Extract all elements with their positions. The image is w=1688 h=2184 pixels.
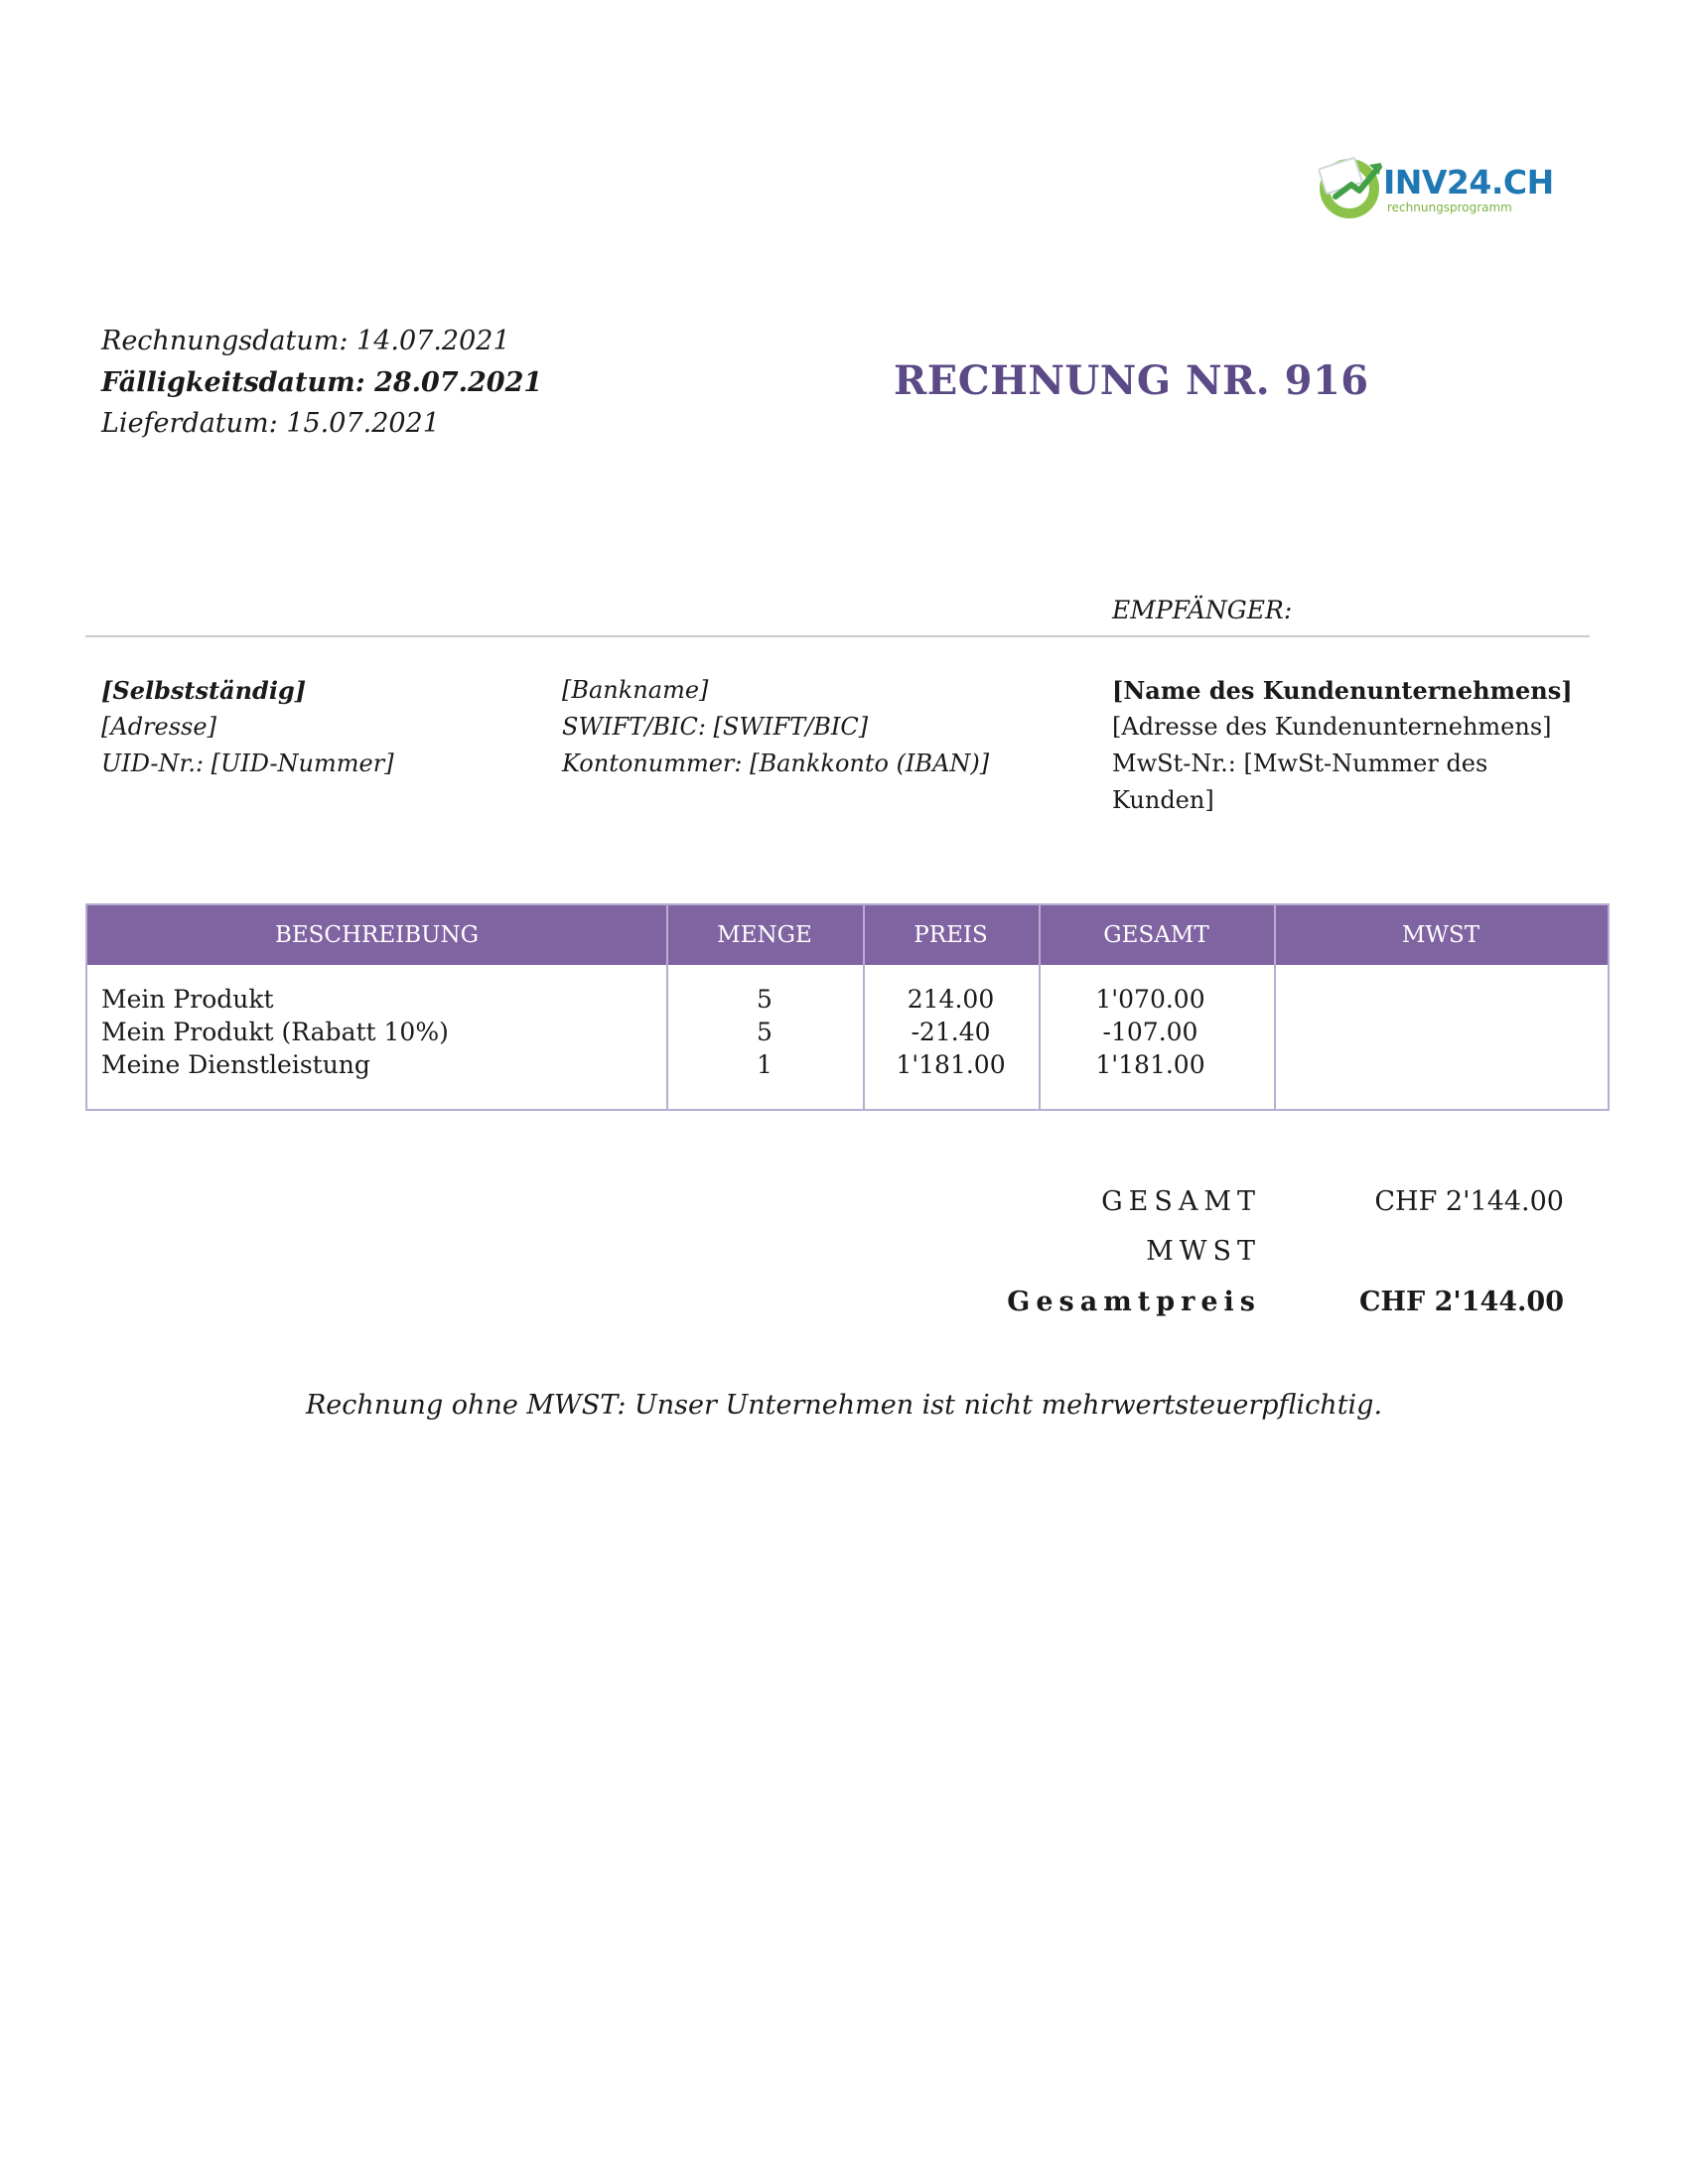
row-2-price: -21.40 — [911, 1018, 991, 1046]
delivery-date: Lieferdatum: 15.07.2021 — [101, 408, 440, 439]
row-1-price: 214.00 — [907, 985, 995, 1014]
subtotal-label: GESAMT — [1101, 1186, 1261, 1217]
bank-name: [Bankname] — [562, 676, 709, 704]
row-3-price: 1'181.00 — [896, 1050, 1006, 1079]
sender-name: [Selbstständig] — [101, 676, 307, 705]
header-quantity: MENGE — [717, 922, 812, 948]
row-3-total: 1'181.00 — [1095, 1050, 1205, 1079]
table-header — [87, 905, 1608, 965]
vat-label: MWST — [1146, 1236, 1261, 1267]
items-table — [85, 903, 1610, 1111]
row-1-description: Mein Produkt — [101, 985, 274, 1014]
header-description: BESCHREIBUNG — [274, 922, 480, 948]
grand-total-value: CHF 2'144.00 — [1359, 1287, 1564, 1317]
row-1-quantity: 5 — [757, 985, 773, 1014]
row-3-quantity: 1 — [757, 1050, 773, 1079]
vat-footnote: Rechnung ohne MWST: Unser Unternehmen ist nicht mehrwertsteuerpflichtig. — [305, 1390, 1383, 1421]
recipient-vat: MwSt-Nr.: [MwSt-Nummer des — [1112, 750, 1488, 777]
subtotal-value: CHF 2'144.00 — [1374, 1186, 1564, 1217]
logo-text: INV24.CH — [1383, 163, 1554, 202]
column-divider — [1274, 905, 1276, 1109]
section-divider — [85, 635, 1590, 637]
logo-tagline: rechnungsprogramm — [1387, 201, 1512, 214]
sender-address: [Adresse] — [101, 713, 216, 741]
header-total: GESAMT — [1103, 922, 1209, 948]
recipient-address: [Adresse des Kundenunternehmens] — [1112, 713, 1552, 741]
row-2-quantity: 5 — [757, 1018, 773, 1046]
invoice-title: RECHNUNG NR. 916 — [894, 357, 1369, 404]
bank-swift: SWIFT/BIC: [SWIFT/BIC] — [562, 713, 869, 741]
grand-total-label: Gesamtpreis — [1007, 1287, 1261, 1317]
recipient-label: EMPFÄNGER: — [1112, 596, 1293, 624]
recipient-vat-cont: Kunden] — [1112, 786, 1214, 814]
recipient-name: [Name des Kundenunternehmens] — [1112, 676, 1573, 705]
row-2-total: -107.00 — [1102, 1018, 1198, 1046]
due-date: Fälligkeitsdatum: 28.07.2021 — [101, 367, 543, 398]
sender-uid: UID-Nr.: [UID-Nummer] — [101, 750, 394, 777]
header-vat: MWST — [1401, 922, 1480, 948]
invoice-date: Rechnungsdatum: 14.07.2021 — [101, 326, 510, 356]
bank-account: Kontonummer: [Bankkonto (IBAN)] — [562, 750, 990, 777]
logo-mark-icon — [1316, 149, 1385, 228]
row-2-description: Mein Produkt (Rabatt 10%) — [101, 1018, 449, 1046]
company-logo — [1316, 149, 1554, 228]
row-3-description: Meine Dienstleistung — [101, 1050, 370, 1079]
header-price: PREIS — [914, 922, 988, 948]
row-1-total: 1'070.00 — [1095, 985, 1205, 1014]
